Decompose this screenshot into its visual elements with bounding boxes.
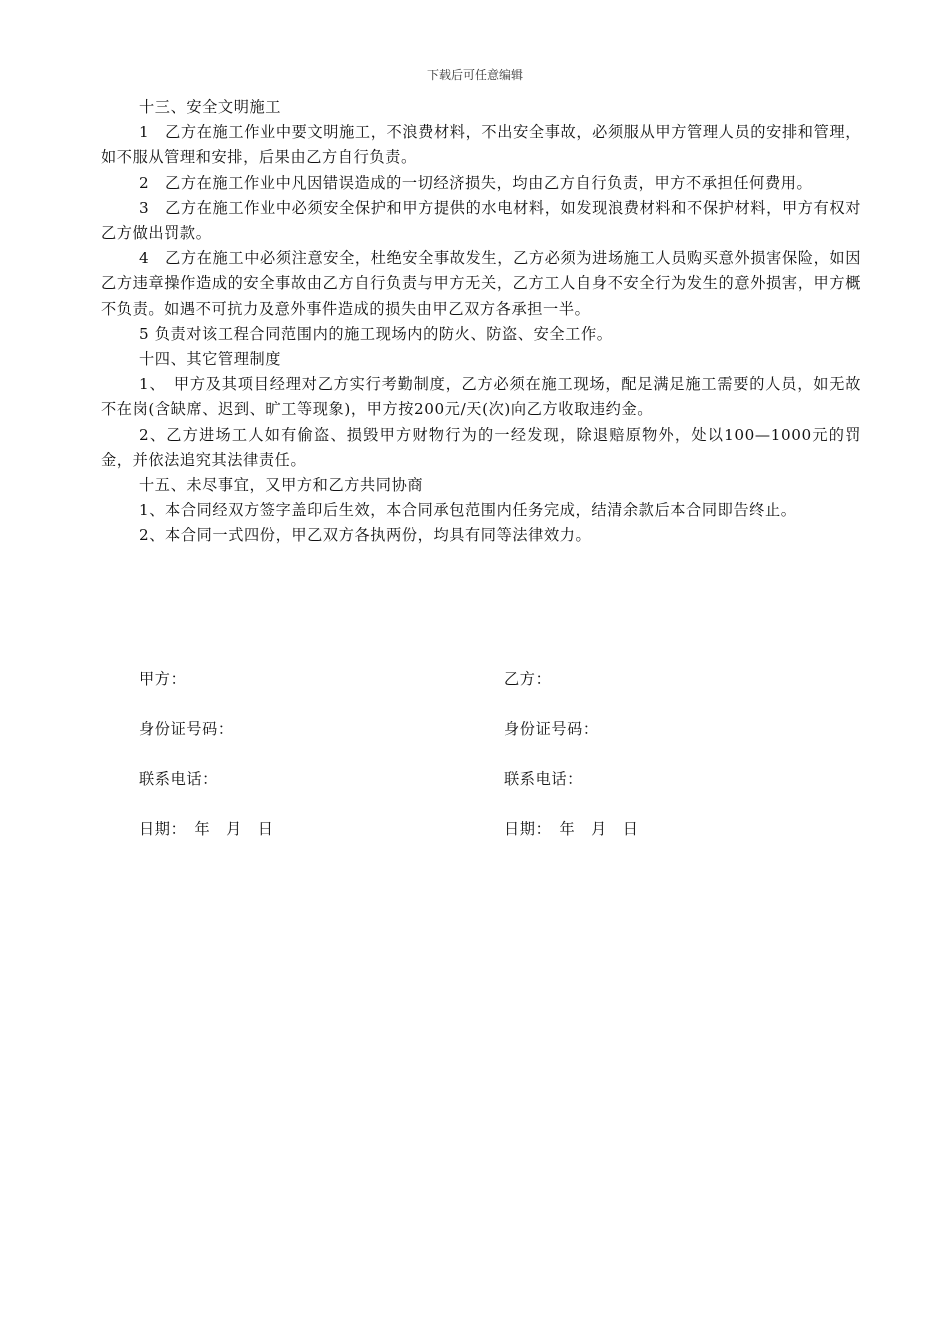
party-a-phone-label: 联系电话： — [139, 770, 218, 788]
party-a-date-label: 日期： 年 月 日 — [139, 820, 274, 838]
party-b-date-label: 日期： 年 月 日 — [504, 820, 639, 838]
clause-13-5: 5 负责对该工程合同范围内的施工现场内的防火、防盗、安全工作。 — [139, 324, 613, 343]
party-a-label: 甲方： — [139, 670, 187, 688]
clause-13-3: 3 乙方在施工作业中必须安全保护和甲方提供的水电材料，如发现浪费材料和不保护材料，甲方有权对乙方做出罚款。 — [101, 198, 861, 243]
party-a-id-label: 身份证号码： — [139, 720, 234, 738]
section-heading-13: 十三、安全文明施工 — [139, 98, 282, 116]
clause-13-1: 1 乙方在施工作业中要文明施工，不浪费材料，不出安全事故，必须服从甲方管理人员的安排和管理，如不服从管理和安排，后果由乙方自行负责。 — [101, 123, 861, 167]
party-b-phone-label: 联系电话： — [504, 770, 583, 788]
clause-13-4: 4 乙方在施工中必须注意安全，杜绝安全事故发生，乙方必须为进场施工人员购买意外损害保险，如因乙方违章操作造成的安全事故由乙方自行负责与甲方无关，乙方工人自身不安全行为发生的意外损害，甲方概不负责。如遇不可抗力及意外事件造成的损失由甲乙双方各承担一半。 — [101, 249, 861, 318]
document-body — [101, 95, 861, 549]
section-heading-14: 十四、其它管理制度 — [139, 350, 282, 369]
party-b-label: 乙方： — [504, 670, 552, 688]
clause-15-1: 1、本合同经双方签字盖印后生效，本合同承包范围内任务完成，结清余款后本合同即告终止。 — [139, 501, 797, 520]
signature-row-id — [0, 718, 950, 744]
clause-14-1: 1、 甲方及其项目经理对乙方实行考勤制度，乙方必须在施工现场，配足满足施工需要的人员，如无故不在岗(含缺席、迟到、旷工等现象)，甲方按200元/天(次)向乙方收取违约金。 — [101, 375, 861, 419]
clause-13-2: 2 乙方在施工作业中凡因错误造成的一切经济损失，均由乙方自行负责，甲方不承担任何费用。 — [139, 173, 813, 192]
clause-15-2: 2、本合同一式四份，甲乙双方各执两份，均具有同等法律效力。 — [139, 526, 592, 545]
signature-row-party — [0, 668, 950, 694]
clause-14-2: 2、乙方进场工人如有偷盗、损毁甲方财物行为的一经发现，除退赔原物外，处以100—1000元的罚金，并依法追究其法律责任。 — [101, 425, 861, 469]
signature-row-date — [0, 818, 950, 844]
party-b-id-label: 身份证号码： — [504, 720, 599, 738]
section-heading-15: 十五、未尽事宜，又甲方和乙方共同协商 — [139, 476, 424, 495]
header-note: 下载后可任意编辑 — [426, 68, 523, 82]
signature-row-phone — [0, 768, 950, 794]
